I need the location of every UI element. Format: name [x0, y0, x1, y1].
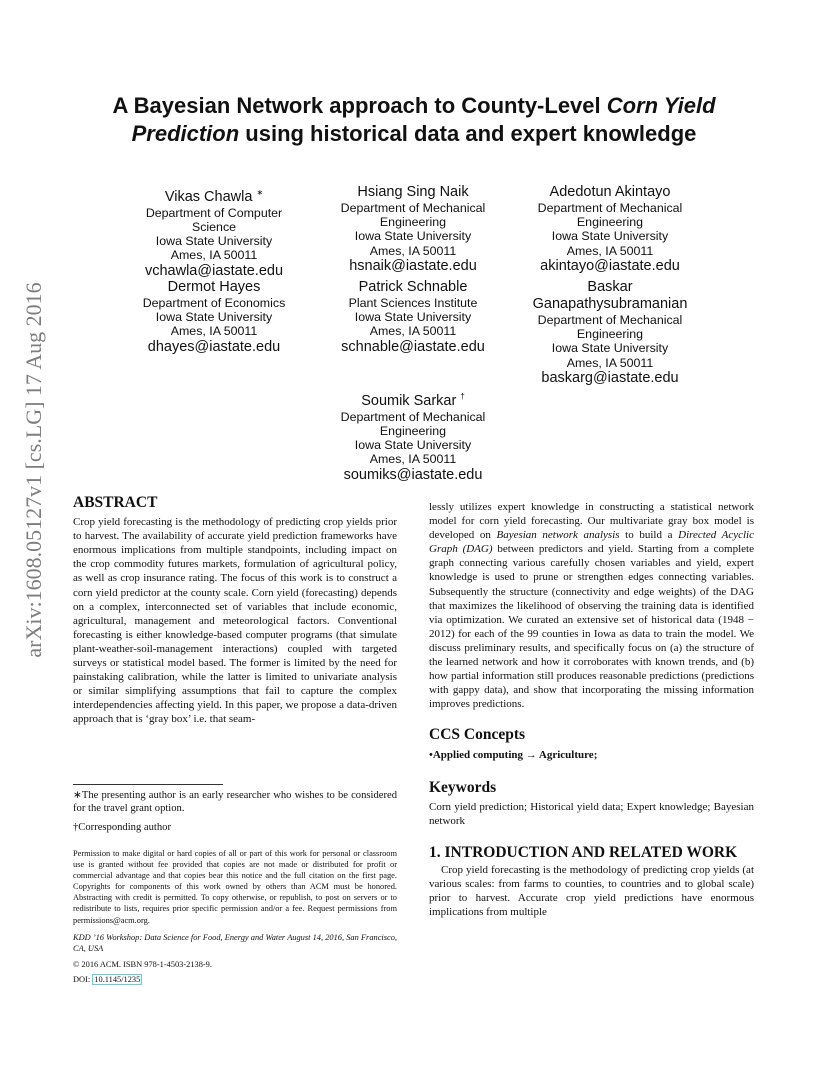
- copyright: © 2016 ACM. ISBN 978-1-4503-2138-9.: [73, 959, 212, 969]
- keywords-text: Corn yield prediction; Historical yield data; Expert knowledge; Bayesian network: [429, 800, 754, 827]
- intro-text: Crop yield forecasting is the methodology of predicting crop yields (at various scales: from farms to counties, to countries and to global scale) prior to harvest. Accurate crop yield predictions have enormous implications from multiple: [429, 863, 754, 919]
- permission-notice: Permission to make digital or hard copies of all or part of this work for personal or classroom use is granted without fee provided that copies are not made or distributed for profit or commercial advantage and that copies bear this notice and the full citation on the first page. Copyrights for components of this work owned by others than ACM must be honored. Abstracting with credit is permitted. To copy otherwise, or republish, to post on servers or to redistribute to lists, requires prior specific permission and/or a fee. Request permissions from permissions@acm.org.: [73, 849, 397, 925]
- venue: KDD ’16 Workshop: Data Science for Food, Energy and Water August 14, 2016, San Francisco, CA, USA: [73, 932, 397, 953]
- author-email[interactable]: hsnaik@iastate.edu: [349, 257, 477, 274]
- author-email[interactable]: baskarg@iastate.edu: [541, 369, 679, 386]
- intro-heading: 1. INTRODUCTION AND RELATED WORK: [429, 843, 738, 861]
- author-email[interactable]: akintayo@iastate.edu: [540, 257, 680, 274]
- paper-title: A Bayesian Network approach to County-Level Corn Yield Prediction using historical data and expert knowledge: [112, 93, 716, 146]
- author-block: Adedotun Akintayo Department of Mechanical Engineering Iowa State University Ames, IA 50011 akintayo@iastate.edu: [510, 184, 710, 274]
- author-block: Soumik Sarkar † Department of Mechanical Engineering Iowa State University Ames, IA 50011 soumiks@iastate.edu: [313, 388, 513, 483]
- footnote-rule: [73, 784, 223, 785]
- ccs-text: •Applied computing → Agriculture;: [429, 748, 598, 761]
- author-email[interactable]: dhayes@iastate.edu: [147, 338, 281, 355]
- doi-line: DOI: 10.1145/1235: [73, 974, 141, 984]
- author-block: Patrick Schnable Plant Sciences Institute Iowa State University Ames, IA 50011 schnable@iastate.edu: [313, 279, 513, 355]
- left-column: [73, 496, 397, 727]
- right-column: [429, 500, 754, 919]
- author-email[interactable]: vchawla@iastate.edu: [144, 262, 284, 279]
- footnote-presenter: ∗The presenting author is an early researcher who wishes to be considered for the travel grant option.: [73, 790, 397, 814]
- author-block: Baskar Ganapathysubramanian Department of Mechanical Engineering Iowa State University Ames, IA 50011 baskarg@iastate.edu: [510, 279, 710, 386]
- footnotes: [73, 789, 397, 985]
- ccs-heading: CCS Concepts: [429, 726, 526, 744]
- abstract-heading: ABSTRACT: [73, 494, 158, 511]
- arxiv-stamp: arXiv:1608.05127v1 [cs.LG] 17 Aug 2016: [21, 282, 46, 658]
- footnote-corresponding: †Corresponding author: [73, 822, 171, 833]
- author-block: Vikas Chawla ∗ Department of Computer Science Iowa State University Ames, IA 50011 vchawla@iastate.edu: [114, 184, 314, 279]
- abstract-text: Crop yield forecasting is the methodology of predicting crop yields prior to harvest. The availability of accurate yield prediction frameworks have enormous implications from multiple standpoints, including impact on the crop commodity futures markets, formulation of agricultural policy, as well as crop insurance rating. The focus of this work is to construct a corn yield predictor at the county scale. Corn yield (forecasting) depends on a complex, interconnected set of variables that include economic, agricultural, management and meteorological factors. Conventional forecasting is either knowledge-based computer programs (that simulate plant-weather-soil-management interactions) coupled with targeted surveys or statistical model based. The former is limited by the need for painstaking calibration, while the latter is limited to univariate analysis or similar simplifying assumptions that fail to capture the complex interdependencies affecting yield. In this paper, we propose a data-driven approach that is ‘gray box’ i.e. that seam-: [73, 516, 397, 726]
- doi-link[interactable]: 10.1145/1235: [94, 974, 141, 984]
- keywords-heading: Keywords: [429, 778, 497, 796]
- author-email[interactable]: schnable@iastate.edu: [341, 338, 485, 355]
- abstract-text-continued: lessly utilizes expert knowledge in constructing a statistical network model for corn yield forecasting. Our multivariate gray box model is developed on Bayesian network analysis to build a Directed Acyclic Graph (DAG) between predictors and yield. Starting from a complete graph connecting various carefully chosen variables and yield, expert knowledge is used to prune or strengthen edges connecting variables. Subsequently the structure (connectivity and edge weights) of the DAG that maximizes the likelihood of observing the training data is identified via optimization. We curated an extensive set of historical data (1948 − 2012) for each of the 99 counties in Iowa as data to train the model. We discuss preliminary results, and specifically focus on (a) the structure of the learned network and how it corroborates with known trends, and (b) how partial information still produces reasonable predictions (predictions with gappy data), and show that incorporating the missing information improves predictions.: [429, 501, 754, 711]
- author-email[interactable]: soumiks@iastate.edu: [343, 466, 483, 483]
- author-block: Hsiang Sing Naik Department of Mechanical Engineering Iowa State University Ames, IA 50011 hsnaik@iastate.edu: [313, 184, 513, 274]
- author-block: Dermot Hayes Department of Economics Iowa State University Ames, IA 50011 dhayes@iastate.edu: [114, 279, 314, 355]
